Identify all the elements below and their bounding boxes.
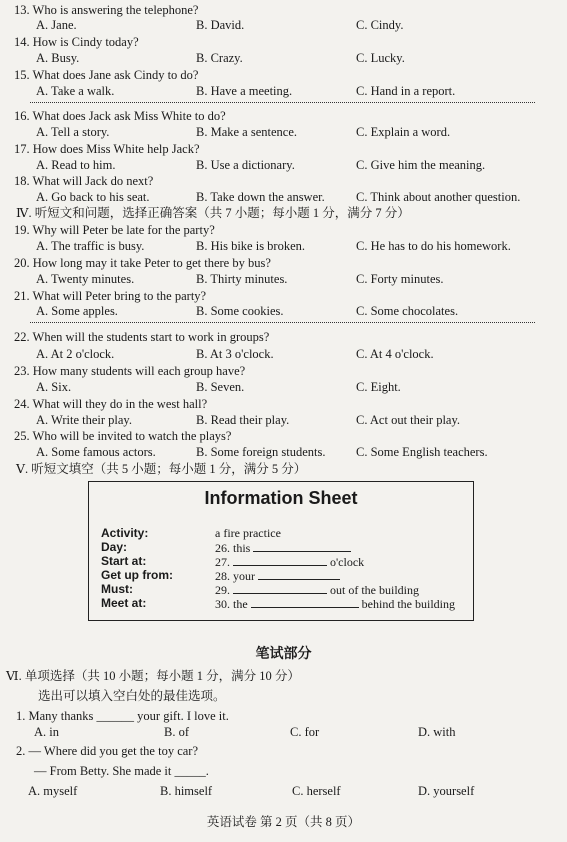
question-text: 23. How many students will each group have? bbox=[14, 364, 246, 378]
option-c: C. Explain a word. bbox=[356, 125, 451, 139]
mc-question-2 bbox=[0, 743, 567, 759]
option-c: C. Eight. bbox=[356, 380, 401, 394]
answer-blank-30[interactable] bbox=[251, 596, 359, 608]
information-sheet bbox=[88, 481, 474, 621]
option-a: A. myself bbox=[28, 784, 78, 798]
options-25 bbox=[0, 444, 567, 460]
option-a: A. Tell a story. bbox=[36, 125, 110, 139]
mc-question-1 bbox=[0, 708, 567, 724]
answer-blank-26[interactable] bbox=[253, 540, 351, 552]
option-c: C. Hand in a report. bbox=[356, 84, 456, 98]
option-a: A. Some apples. bbox=[36, 304, 118, 318]
answer-blank-27[interactable] bbox=[233, 554, 327, 566]
section-4-heading: Ⅳ. 听短文和问题，选择正确答案（共 7 小题；每小题 1 分，满分 7 分） bbox=[16, 206, 410, 220]
option-a: A. Read to him. bbox=[36, 158, 116, 172]
options-23 bbox=[0, 379, 567, 395]
info-value bbox=[215, 596, 455, 611]
option-b: B. Read their play. bbox=[196, 413, 290, 427]
question-text: — From Betty. She made it _____. bbox=[34, 764, 209, 778]
info-text: 29. bbox=[215, 583, 230, 597]
option-b: B. Use a dictionary. bbox=[196, 158, 295, 172]
options-16 bbox=[0, 124, 567, 140]
options-19 bbox=[0, 238, 567, 254]
option-b: B. Have a meeting. bbox=[196, 84, 293, 98]
question-17 bbox=[0, 141, 567, 157]
info-value bbox=[215, 554, 364, 569]
option-a: A. Six. bbox=[36, 380, 72, 394]
option-c: C. Cindy. bbox=[356, 18, 404, 32]
info-label: Start at: bbox=[101, 554, 147, 568]
option-b: B. David. bbox=[196, 18, 245, 32]
option-c: C. herself bbox=[292, 784, 341, 798]
divider bbox=[30, 102, 535, 103]
question-text: 24. What will they do in the west hall? bbox=[14, 397, 208, 411]
option-c: C. Think about another question. bbox=[356, 190, 521, 204]
option-c: C. Some chocolates. bbox=[356, 304, 459, 318]
info-value bbox=[215, 540, 351, 555]
options-14 bbox=[0, 50, 567, 66]
question-text: 21. What will Peter bring to the party? bbox=[14, 289, 207, 303]
info-text: 26. this bbox=[215, 541, 251, 555]
option-a: A. Go back to his seat. bbox=[36, 190, 150, 204]
question-text: 15. What does Jane ask Cindy to do? bbox=[14, 68, 199, 82]
question-text: 19. Why will Peter be late for the party? bbox=[14, 223, 215, 237]
option-c: C. At 4 o'clock. bbox=[356, 347, 434, 361]
question-text: 14. How is Cindy today? bbox=[14, 35, 139, 49]
option-c: C. Lucky. bbox=[356, 51, 405, 65]
option-b: B. Some cookies. bbox=[196, 304, 284, 318]
options-18 bbox=[0, 189, 567, 205]
option-a: A. Take a walk. bbox=[36, 84, 115, 98]
options-20 bbox=[0, 271, 567, 287]
option-c: C. Some English teachers. bbox=[356, 445, 488, 459]
question-15 bbox=[0, 67, 567, 83]
option-d: D. with bbox=[418, 725, 456, 739]
option-b: B. His bike is broken. bbox=[196, 239, 306, 253]
options-15 bbox=[0, 83, 567, 99]
option-b: B. of bbox=[164, 725, 189, 739]
info-text: behind the building bbox=[361, 597, 455, 611]
question-22 bbox=[0, 329, 567, 345]
question-23 bbox=[0, 363, 567, 379]
question-16 bbox=[0, 108, 567, 124]
info-value bbox=[215, 568, 340, 583]
answer-blank-29[interactable] bbox=[233, 582, 327, 594]
option-b: B. Some foreign students. bbox=[196, 445, 326, 459]
option-b: B. At 3 o'clock. bbox=[196, 347, 274, 361]
options-24 bbox=[0, 412, 567, 428]
option-b: B. Seven. bbox=[196, 380, 245, 394]
answer-blank-28[interactable] bbox=[258, 568, 340, 580]
mc-options-1 bbox=[0, 724, 567, 740]
options-22 bbox=[0, 346, 567, 362]
question-13 bbox=[0, 2, 567, 18]
question-text: 25. Who will be invited to watch the plays? bbox=[14, 429, 232, 443]
question-14 bbox=[0, 34, 567, 50]
question-text: 16. What does Jack ask Miss White to do? bbox=[14, 109, 226, 123]
info-label: Day: bbox=[101, 540, 128, 554]
info-label: Meet at: bbox=[101, 596, 147, 610]
mc-question-2-reply bbox=[0, 763, 567, 779]
option-a: A. Jane. bbox=[36, 18, 77, 32]
option-b: B. Take down the answer. bbox=[196, 190, 325, 204]
section-6-heading: Ⅵ. 单项选择（共 10 小题；每小题 1 分，满分 10 分） bbox=[6, 669, 300, 683]
question-text: 2. — Where did you get the toy car? bbox=[16, 744, 199, 758]
option-c: C. Act out their play. bbox=[356, 413, 461, 427]
info-label: Must: bbox=[101, 582, 133, 596]
information-sheet-title: Information Sheet bbox=[204, 488, 358, 508]
info-text: 30. the bbox=[215, 597, 248, 611]
info-text: out of the building bbox=[330, 583, 419, 597]
option-b: B. Crazy. bbox=[196, 51, 243, 65]
written-part-title: 笔试部分 bbox=[255, 647, 312, 662]
option-a: A. Twenty minutes. bbox=[36, 272, 135, 286]
option-b: B. Thirty minutes. bbox=[196, 272, 288, 286]
info-label: Get up from: bbox=[101, 568, 173, 582]
option-c: C. for bbox=[290, 725, 320, 739]
question-21 bbox=[0, 288, 567, 304]
option-b: B. Make a sentence. bbox=[196, 125, 298, 139]
option-a: A. Write their play. bbox=[36, 413, 132, 427]
option-c: C. Give him the meaning. bbox=[356, 158, 486, 172]
info-text: o'clock bbox=[330, 555, 365, 569]
question-19 bbox=[0, 222, 567, 238]
question-24 bbox=[0, 396, 567, 412]
info-text: 28. your bbox=[215, 569, 255, 583]
option-a: A. Busy. bbox=[36, 51, 80, 65]
section-6-instruction: 选出可以填入空白处的最佳选项。 bbox=[38, 689, 226, 703]
question-text: 13. Who is answering the telephone? bbox=[14, 3, 199, 17]
question-25 bbox=[0, 428, 567, 444]
info-value bbox=[215, 582, 419, 597]
info-value bbox=[215, 526, 281, 540]
option-c: C. He has to do his homework. bbox=[356, 239, 511, 253]
section-5-heading: Ⅴ. 听短文填空（共 5 小题；每小题 1 分，满分 5 分） bbox=[16, 462, 307, 476]
info-text: a fire practice bbox=[215, 526, 281, 540]
question-18 bbox=[0, 173, 567, 189]
question-text: 18. What will Jack do next? bbox=[14, 174, 154, 188]
question-text: 22. When will the students start to work in groups? bbox=[14, 330, 270, 344]
divider bbox=[30, 322, 535, 323]
options-13 bbox=[0, 17, 567, 33]
question-text: 17. How does Miss White help Jack? bbox=[14, 142, 200, 156]
option-a: A. in bbox=[34, 725, 59, 739]
option-a: A. Some famous actors. bbox=[36, 445, 156, 459]
info-text: 27. bbox=[215, 555, 230, 569]
option-d: D. yourself bbox=[418, 784, 475, 798]
option-a: A. At 2 o'clock. bbox=[36, 347, 115, 361]
option-b: B. himself bbox=[160, 784, 213, 798]
options-21 bbox=[0, 303, 567, 319]
question-text: 1. Many thanks ______ your gift. I love it. bbox=[16, 709, 229, 723]
info-label: Activity: bbox=[101, 526, 149, 540]
options-17 bbox=[0, 157, 567, 173]
mc-options-2 bbox=[0, 783, 567, 799]
option-c: C. Forty minutes. bbox=[356, 272, 444, 286]
option-a: A. The traffic is busy. bbox=[36, 239, 145, 253]
question-text: 20. How long may it take Peter to get there by bus? bbox=[14, 256, 271, 270]
question-20 bbox=[0, 255, 567, 271]
page-footer: 英语试卷 第 2 页（共 8 页） bbox=[206, 815, 361, 829]
